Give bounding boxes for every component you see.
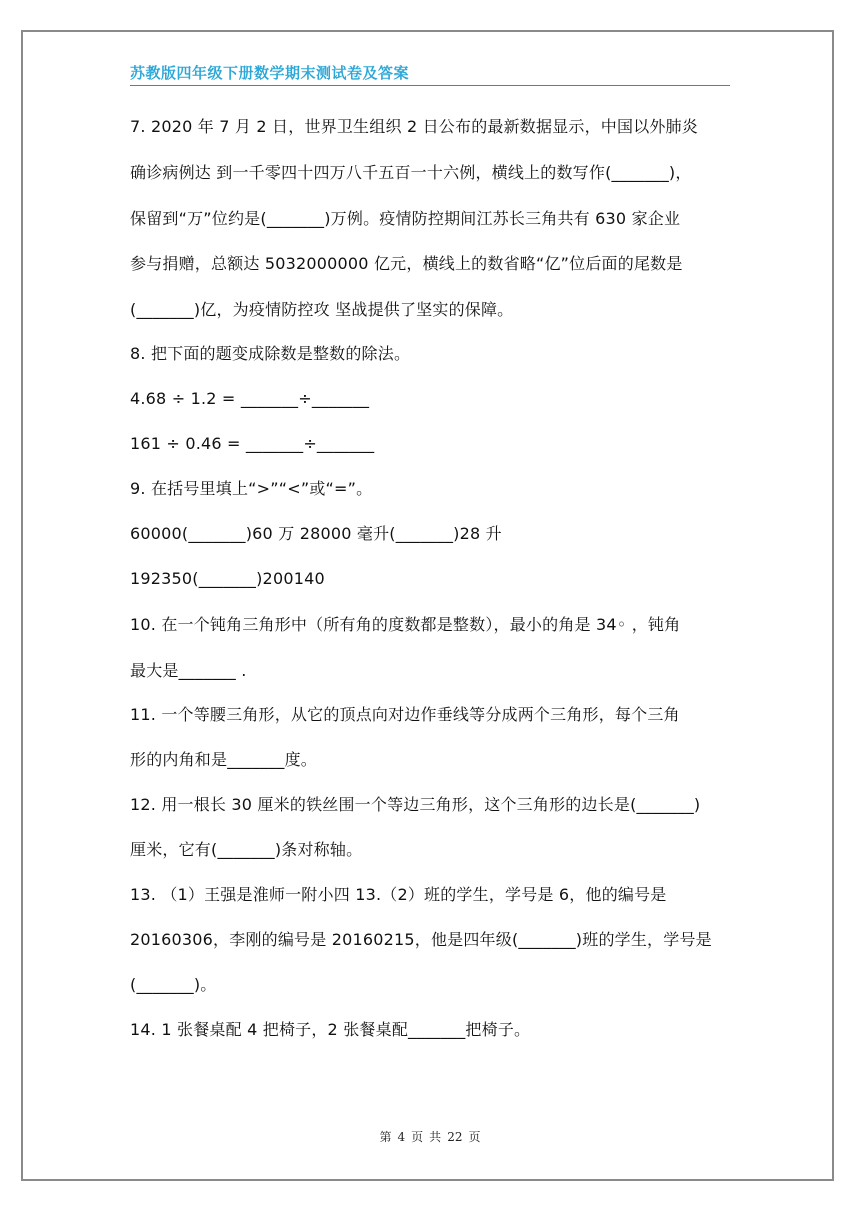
q11-line-2: 形的内角和是_______度。 bbox=[130, 750, 318, 769]
q13-line-2: 20160306，李刚的编号是 20160215，他是四年级(_______)班的学生，学号是 bbox=[130, 930, 712, 949]
q8-prompt: 8. 把下面的题变成除数是整数的除法。 bbox=[130, 344, 411, 363]
q8-item-2: 161 ÷ 0.46 = _______÷_______ bbox=[130, 434, 375, 453]
q12-line-1: 12. 用一根长 30 厘米的铁丝围一个等边三角形，这个三角形的边长是(_______) bbox=[130, 795, 701, 814]
q7-line-2: 确诊病例达 到一千零四十四万八千五百一十六例，横线上的数写作(_______)， bbox=[130, 163, 692, 182]
page-footer bbox=[0, 1128, 860, 1145]
q12-line-2: 厘米，它有(_______)条对称轴。 bbox=[130, 840, 363, 859]
footer-total-pages: 22 bbox=[447, 1130, 463, 1144]
q8-item-1: 4.68 ÷ 1.2 = _______÷_______ bbox=[130, 389, 370, 408]
q14-line-1: 14. 1 张餐桌配 4 把椅子，2 张餐桌配_______把椅子。 bbox=[130, 1020, 531, 1039]
q10-line-2: 最大是_______ . bbox=[130, 661, 247, 680]
q13-line-1: 13. （1）王强是淮师一附小四 13.（2）班的学生，学号是 6，他的编号是 bbox=[130, 885, 667, 904]
footer-ye-2: 页 bbox=[468, 1130, 481, 1144]
q9-item-1: 60000(_______)60 万 28000 毫升(_______)28 升 bbox=[130, 524, 502, 543]
footer-di: 第 bbox=[379, 1130, 392, 1144]
page-border bbox=[21, 30, 834, 1181]
footer-ye: 页 bbox=[411, 1130, 424, 1144]
footer-page-number: 4 bbox=[397, 1130, 406, 1144]
page-header bbox=[130, 62, 730, 86]
q7-line-1: 7. 2020 年 7 月 2 日，世界卫生组织 2 日公布的最新数据显示，中国以外肺炎 bbox=[130, 117, 699, 136]
q7-line-3: 保留到“万”位约是(_______)万例。疫情防控期间江苏长三角共有 630 家企业 bbox=[130, 209, 681, 228]
q7-line-4: 参与捐赠，总额达 5032000000 亿元，横线上的数省略“亿”位后面的尾数是 bbox=[130, 254, 683, 273]
q9-prompt: 9. 在括号里填上“>”“<”或“=”。 bbox=[130, 479, 373, 498]
document-title: 苏教版四年级下册数学期末测试卷及答案 bbox=[130, 64, 410, 82]
q9-item-2: 192350(_______)200140 bbox=[130, 569, 325, 588]
footer-gong: 共 bbox=[429, 1130, 442, 1144]
q7-line-5: (_______)亿，为疫情防控攻 坚战提供了坚实的保障。 bbox=[130, 300, 514, 319]
q13-line-3: (_______)。 bbox=[130, 975, 217, 994]
q11-line-1: 11. 一个等腰三角形，从它的顶点向对边作垂线等分成两个三角形，每个三角 bbox=[130, 705, 680, 724]
q10-line-1: 10. 在一个钝角三角形中（所有角的度数都是整数），最小的角是 34◦ ，钝角 bbox=[130, 615, 681, 634]
